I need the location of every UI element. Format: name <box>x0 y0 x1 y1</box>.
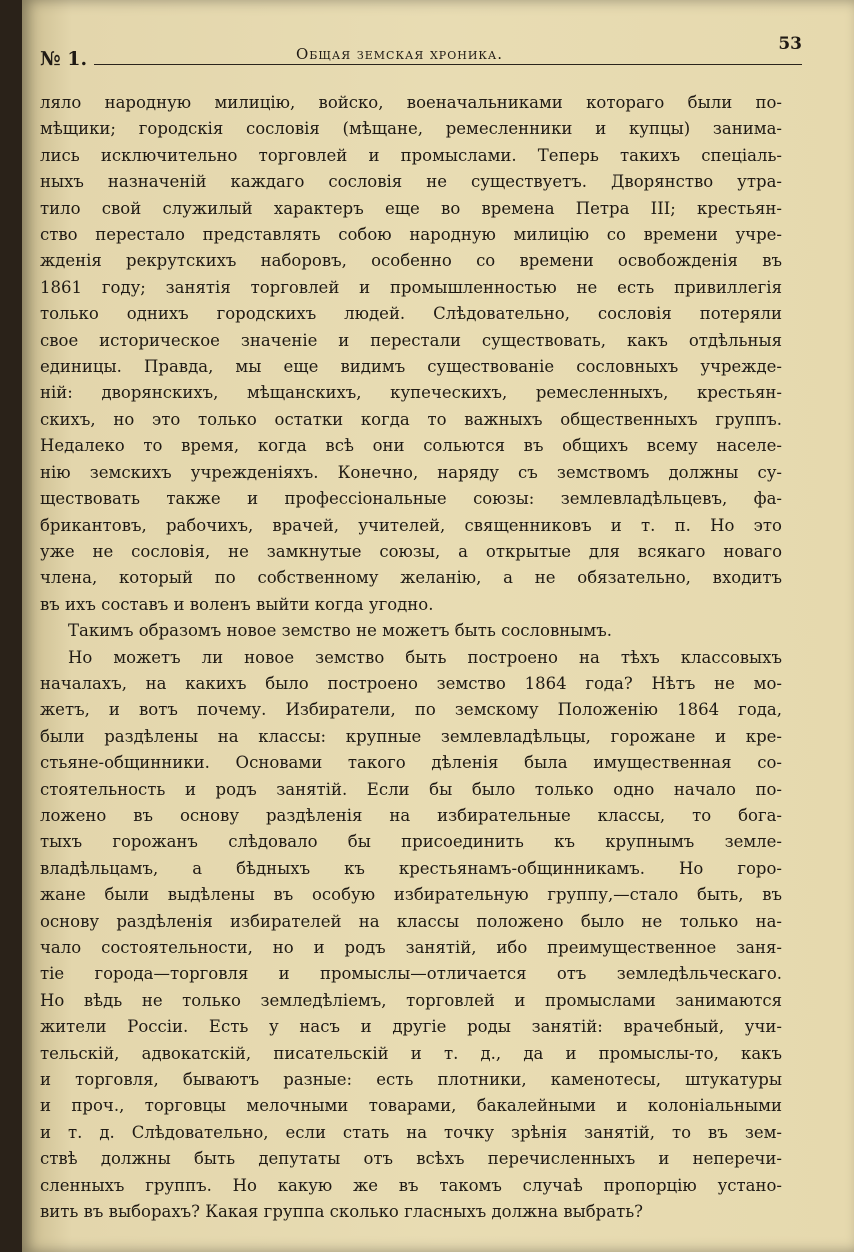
text-line: скихъ, но это только остатки когда то важныхъ общественныхъ группъ. <box>40 409 782 429</box>
text-line: ство перестало представлять собою народную милицію со времени учре- <box>40 225 782 245</box>
text-line: тіе города—торговля и промыслы—отличается отъ земледѣльческаго. <box>40 964 782 984</box>
text-line: только однихъ городскихъ людей. Слѣдовательно, сословія потеряли <box>40 304 782 324</box>
paragraph <box>40 645 782 1226</box>
text-line: основу раздѣленія избирателей на классы положено было не только на- <box>40 911 782 931</box>
body-text <box>40 90 782 1225</box>
text-line: жане были выдѣлены въ особую избирательную группу,—стало быть, въ <box>40 885 782 905</box>
text-line: началахъ, на какихъ было построено земство 1864 года? Нѣтъ не мо- <box>40 673 782 693</box>
text-line: Недалеко то время, когда всѣ они сольются въ общихъ всему населе- <box>40 436 782 456</box>
section-title: Общая земская хроника. <box>296 45 504 63</box>
text-line: тыхъ горожанъ слѣдовало бы присоединить къ крупнымъ земле- <box>40 832 782 852</box>
text-line: и торговля, бываютъ разные: есть плотники, каменотесы, штукатуры <box>40 1070 782 1090</box>
page-number: 53 <box>778 34 802 54</box>
text-line: ложено въ основу раздѣленія на избирательные классы, то бога- <box>40 805 782 825</box>
text-line: сленныхъ группъ. Но какую же въ такомъ случаѣ пропорцію устано- <box>40 1175 782 1195</box>
text-line: были раздѣлены на классы: крупные землевладѣльцы, горожане и кре- <box>40 726 782 746</box>
text-line: 1861 году; занятія торговлей и промышленностью не есть привиллегія <box>40 277 782 297</box>
text-line: ствѣ должны быть депутаты отъ всѣхъ перечисленныхъ и неперечи- <box>40 1149 782 1169</box>
text-line: вить въ выборахъ? Какая группа сколько гласныхъ должна выбрать? <box>40 1202 644 1222</box>
issue-number: № 1. <box>40 48 88 70</box>
paragraph <box>40 618 782 644</box>
text-line: тило свой служилый характеръ еще во времена Петра III; крестьян- <box>40 198 782 218</box>
text-line: стоятельность и родъ занятій. Если бы было только одно начало по- <box>40 779 782 799</box>
text-line: владѣльцамъ, а бѣдныхъ къ крестьянамъ-общинникамъ. Но горо- <box>40 858 782 878</box>
text-line: лись исключительно торговлей и промыслами. Теперь такихъ спеціаль- <box>40 145 782 165</box>
book-page <box>22 0 854 1252</box>
text-line: и т. д. Слѣдовательно, если стать на точку зрѣнія занятій, то въ зем- <box>40 1122 782 1142</box>
text-line: Но вѣдь не только земледѣліемъ, торговлей и промыслами занимаются <box>40 990 782 1010</box>
text-line: члена, который по собственному желанію, а не обязательно, входитъ <box>40 568 782 588</box>
text-line: тельскій, адвокатскій, писательскій и т. д., да и промыслы-то, какъ <box>40 1043 782 1063</box>
text-line: уже не сословія, не замкнутые союзы, а открытые для всякаго новаго <box>40 541 782 561</box>
text-line: нію земскихъ учрежденіяхъ. Конечно, наряду съ земствомъ должны су- <box>40 462 782 482</box>
text-line: Но можетъ ли новое земство быть построено на тѣхъ классовыхъ <box>68 647 782 667</box>
paragraph <box>40 90 782 618</box>
text-line: брикантовъ, рабочихъ, врачей, учителей, священниковъ и т. п. Но это <box>40 515 782 535</box>
text-line: стьяне-общинники. Основами такого дѣленія была имущественная со- <box>40 753 782 773</box>
text-line: жители Россіи. Есть у насъ и другіе роды занятій: врачебный, учи- <box>40 1017 782 1037</box>
text-line: ляло народную милицію, войско, военачальниками котораго были по- <box>40 93 782 112</box>
text-line: мѣщики; городскія сословія (мѣщане, ремесленники и купцы) занима- <box>40 119 782 139</box>
text-line: чало состоятельности, но и родъ занятій, ибо преимущественное заня- <box>40 938 782 957</box>
text-line: свое историческое значеніе и перестали существовать, какъ отдѣльныя <box>40 330 782 350</box>
text-line: ній: дворянскихъ, мѣщанскихъ, купеческихъ, ремесленныхъ, крестьян- <box>40 383 782 403</box>
text-line: въ ихъ составъ и воленъ выйти когда угодно. <box>40 594 434 614</box>
text-line: единицы. Правда, мы еще видимъ существованіе сословныхъ учрежде- <box>40 357 782 377</box>
running-header <box>40 34 802 70</box>
text-line: жетъ, и вотъ почему. Избиратели, по земскому Положенію 1864 года, <box>40 700 782 720</box>
header-rule <box>94 64 802 65</box>
text-line: ществовать также и профессіональные союзы: землевладѣльцевъ, фа- <box>40 489 782 509</box>
text-line: ныхъ назначеній каждаго сословія не существуетъ. Дворянство утра- <box>40 172 782 192</box>
text-line: Такимъ образомъ новое земство не можетъ быть сословнымъ. <box>68 621 612 641</box>
text-line: жденія рекрутскихъ наборовъ, особенно со времени освобожденія въ <box>40 251 782 271</box>
text-line: и проч., торговцы мелочными товарами, бакалейными и колоніальными <box>40 1096 782 1116</box>
